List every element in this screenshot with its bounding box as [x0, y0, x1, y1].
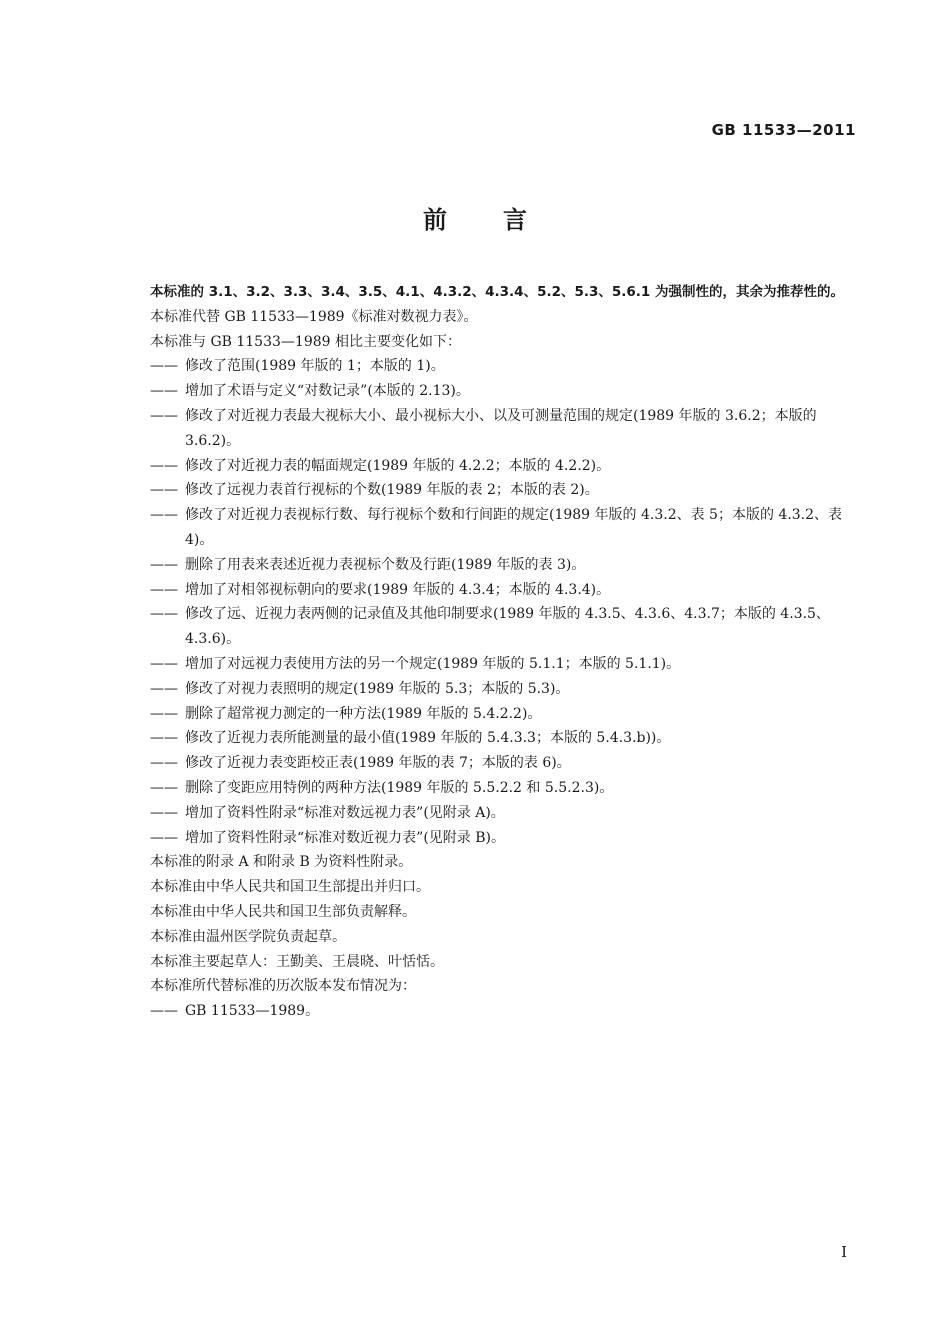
replaces-statement: 本标准代替 GB 11533—1989《标准对数视力表》。	[150, 308, 478, 325]
change-item: —— 增加了术语与定义“对数记录”(本版的 2.13)。	[150, 379, 862, 404]
change-item: —— 修改了近视力表变距校正表(1989 年版的表 7；本版的表 6)。	[150, 751, 862, 776]
dash-marker: ——	[150, 730, 178, 747]
previous-version-item: —— GB 11533—1989。	[150, 999, 862, 1024]
dash-marker: ——	[150, 655, 178, 672]
closing-statements	[150, 850, 862, 999]
change-item: —— 修改了对近视力表的幅面规定(1989 年版的 4.2.2；本版的 4.2.2)。	[150, 454, 862, 479]
change-item: —— 删除了超常视力测定的一种方法(1989 年版的 5.4.2.2)。	[150, 702, 862, 727]
changes-intro: 本标准与 GB 11533—1989 相比主要变化如下：	[150, 333, 461, 350]
dash-marker: ——	[150, 581, 178, 598]
changes-list	[150, 354, 862, 850]
change-item: —— 修改了对视力表照明的规定(1989 年版的 5.3；本版的 5.3)。	[150, 677, 862, 702]
dash-marker: ——	[150, 358, 178, 375]
dash-marker: ——	[150, 804, 178, 821]
dash-marker: ——	[150, 755, 178, 772]
dash-marker: ——	[150, 407, 178, 424]
dash-marker: ——	[150, 705, 178, 722]
dash-marker: ——	[150, 680, 178, 697]
change-item: —— 增加了资料性附录“标准对数远视力表”(见附录 A)。	[150, 801, 862, 826]
change-item: —— 修改了范围(1989 年版的 1；本版的 1)。	[150, 354, 862, 379]
dash-marker: ——	[150, 556, 178, 573]
dash-marker: ——	[150, 507, 178, 524]
change-item: —— 增加了资料性附录“标准对数近视力表”(见附录 B)。	[150, 826, 862, 851]
change-item: —— 增加了对相邻视标朝向的要求(1989 年版的 4.3.4；本版的 4.3.4)。	[150, 578, 862, 603]
dash-marker: ——	[150, 779, 178, 796]
closing-line: 本标准由中华人民共和国卫生部提出并归口。	[150, 879, 430, 896]
closing-line: 本标准由温州医学院负责起草。	[150, 928, 346, 945]
change-item: —— 修改了对近视力表视标行数、每行视标个数和行间距的规定(1989 年版的 4.3.2、表 5；本版的 4.3.2、表 4)。	[150, 503, 862, 553]
page-title: 前言	[423, 206, 583, 234]
dash-marker: ——	[150, 1003, 178, 1020]
closing-line: 本标准所代替标准的历次版本发布情况为：	[150, 978, 416, 995]
dash-marker: ——	[150, 383, 178, 400]
change-item: —— 删除了变距应用特例的两种方法(1989 年版的 5.5.2.2 和 5.5.2.3)。	[150, 776, 862, 801]
dash-marker: ——	[150, 457, 178, 474]
closing-line: 本标准的附录 A 和附录 B 为资料性附录。	[150, 854, 413, 871]
change-item: —— 修改了对近视力表最大视标大小、最小视标大小、以及可测量范围的规定(1989 年版的 3.6.2；本版的 3.6.2)。	[150, 404, 862, 454]
closing-line: 本标准主要起草人：王勤美、王晨晓、叶恬恬。	[150, 953, 444, 970]
foreword-body	[150, 280, 862, 1024]
mandatory-statement: 本标准的 3.1、3.2、3.3、3.4、3.5、4.1、4.3.2、4.3.4、5.2、5.3、5.6.1 为强制性的，其余为推荐性的。	[150, 284, 845, 300]
standard-code: GB 11533—2011	[711, 121, 856, 139]
dash-marker: ——	[150, 482, 178, 499]
change-item: —— 增加了对远视力表使用方法的另一个规定(1989 年版的 5.1.1；本版的 5.1.1)。	[150, 652, 862, 677]
change-item: —— 修改了远、近视力表两侧的记录值及其他印制要求(1989 年版的 4.3.5、4.3.6、4.3.7；本版的 4.3.5、4.3.6)。	[150, 602, 862, 652]
closing-line: 本标准由中华人民共和国卫生部负责解释。	[150, 903, 416, 920]
dash-marker: ——	[150, 606, 178, 623]
change-item: —— 修改了近视力表所能测量的最小值(1989 年版的 5.4.3.3；本版的 5.4.3.b))。	[150, 726, 862, 751]
dash-marker: ——	[150, 829, 178, 846]
change-item: —— 修改了远视力表首行视标的个数(1989 年版的表 2；本版的表 2)。	[150, 478, 862, 503]
page-number: I	[841, 1243, 847, 1261]
change-item: —— 删除了用表来表述近视力表视标个数及行距(1989 年版的表 3)。	[150, 553, 862, 578]
